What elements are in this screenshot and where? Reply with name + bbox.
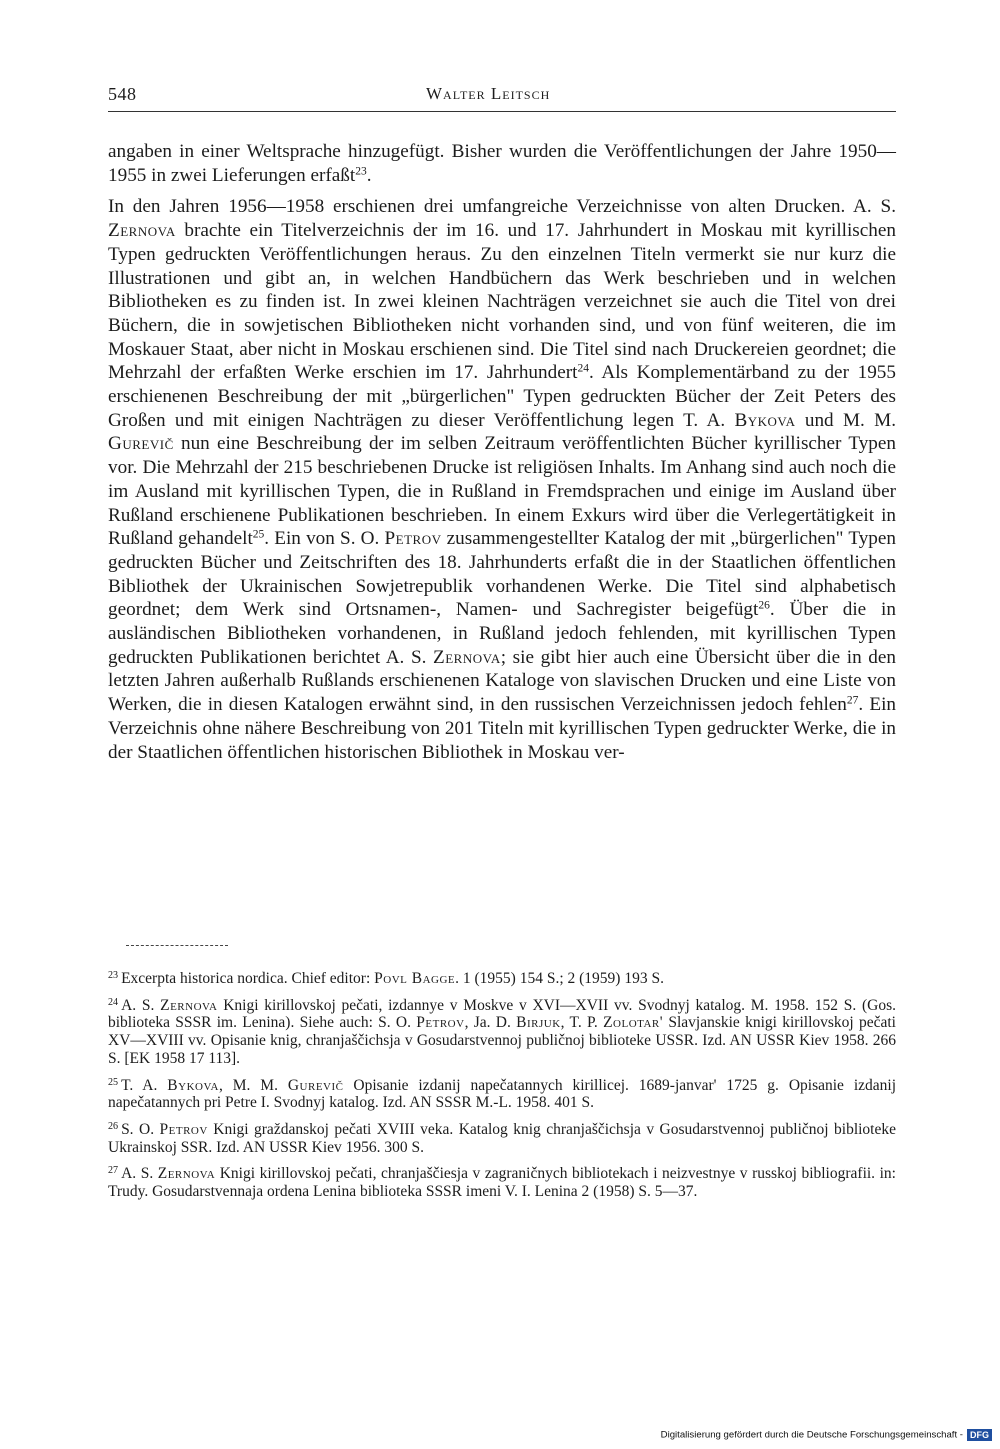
- author-name: Birjuk: [516, 1014, 561, 1032]
- text-span: und M. M.: [795, 409, 897, 431]
- text-span: T. A.: [121, 1076, 168, 1094]
- text-span: . Ein Verzeichnis ohne nähere Beschreibung von 201 Titeln mit kyrillischen Typen gedruckter Werke, die in der Staatlichen öffentlichen historischen Bibliothek in Moskau ver-: [108, 694, 896, 763]
- footnote-mark: 26: [108, 1121, 119, 1133]
- text-span: Slavjanskie knigi kirillovskoj pečati XV—XVIII vv. Opisanie knig, chranjaščichsja v Gosudarstvennoj publičnoj biblioteke USSR. Izd. AN USSR Kiev 1958. 266 S. [EK 1958 17 113].: [108, 1014, 896, 1067]
- text-span: brachte ein Titelverzeichnis der im 16. und 17. Jahrhundert in Moskau mit kyrillischen Typen gedruckten Veröffentlichungen heraus. Zu den einzelnen Titeln vermerkt sie nur kurz die Illustrationen und gibt an, in welchen Handbüchern das Werk beschrieben und in welchen Bibliotheken es zu finden ist. In zwei kleinen Nachträgen verzeichnet sie auch die Titel von drei Büchern, die in sowjetischen Bibliotheken nicht vorhanden sind, und von fünf weiteren, die im Moskauer Staat, aber nicht in Moskau erschienen sind. Die Titel sind nach Druckereien geordnet; die Mehrzahl der erfaßten Werke erschien im 17. Jahrhundert: [108, 220, 896, 384]
- dfg-logo-icon: DFG: [967, 1429, 992, 1441]
- page-header: [108, 84, 896, 112]
- text-span: , T. P.: [560, 1014, 604, 1032]
- text-span: In den Jahren 1956—1958 erschienen drei umfangreiche Verzeichnisse von alten Drucken. A. S.: [108, 196, 896, 218]
- footnote-mark: 23: [108, 970, 119, 981]
- author-name: Bykova: [167, 1076, 219, 1094]
- credit-text: Digitalisierung gefördert durch die Deutsche Forschungsgemeinschaft -: [660, 1429, 963, 1441]
- text-span: A. S.: [121, 1165, 158, 1183]
- footnote-27: [108, 1162, 896, 1200]
- footnote-mark: 27: [108, 1165, 119, 1177]
- author-name: Petrov: [416, 1014, 465, 1032]
- text-span: A. S.: [121, 996, 161, 1014]
- text-span: . Über die in ausländischen Bibliotheken vorhandenen, in Rußland jedoch fehlenden, mit kyrillischen Typen gedruckten Publikationen berichtet A. S.: [108, 599, 896, 668]
- text-span: S. O.: [121, 1121, 160, 1139]
- author-name: Petrov: [159, 1121, 208, 1139]
- footnote-25: [108, 1074, 896, 1112]
- author-name: Zernova: [160, 996, 218, 1014]
- running-head: Walter Leitsch: [426, 84, 551, 103]
- text-span: , Ja. D.: [464, 1014, 517, 1032]
- footnote-24: [108, 994, 896, 1068]
- footnote-23: [108, 967, 896, 988]
- text-span: ; sie gibt hier auch eine Übersicht über die in den letzten Jahren außerhalb Rußlands erschienenen Kataloge von slavischen Drucken und eine Liste von Werken, die in diesen Katalogen erwähnt sind, in den russischen Verzeichnissen jedoch fehlen: [108, 646, 896, 716]
- footnote-ref-23: 23: [355, 165, 367, 178]
- text-span: Knigi graždanskoj pečati XVIII veka. Katalog knig chranjaščichsja v Gosudarstvennoj publičnoj biblioteke Ukrainskoj SSR. Izd. AN USSR Kiev 1956. 300 S.: [108, 1121, 896, 1156]
- footnote-ref-27: 27: [846, 694, 859, 707]
- paragraph-1: [108, 140, 896, 187]
- author-name: Zernova: [108, 220, 176, 242]
- text-span: Knigi kirillovskoj pečati, chranjaščiesja v zagraničnych bibliotekach i neizvestnye v russkoj bibliografii. in: Trudy. Gosudarstvennaja ordena Lenina biblioteka SSSR imeni V. I. Lenina 2 (1958) S. 5—37.: [108, 1165, 896, 1201]
- author-name: Zernova: [433, 646, 501, 668]
- footnotes: [108, 967, 896, 1207]
- body-text: [108, 140, 896, 764]
- footnote-ref-26: 26: [758, 600, 770, 613]
- footnote-ref-25: 25: [252, 528, 265, 541]
- author-name: Zolotar': [603, 1014, 664, 1032]
- text-span: . Als Komplementärband zu der 1955 erschienenen Beschreibung der mit „bürgerlichen" Typen gedruckten Bücher der Zeit Peters des Großen und mit einigen Nachträgen zu dieser Veröffentlichung legen T. A.: [108, 362, 896, 431]
- author-name: Gurevič: [287, 1076, 344, 1094]
- footnote-mark: 25: [108, 1076, 119, 1088]
- text-span: . 1 (1955) 154 S.; 2 (1959) 193 S.: [455, 970, 664, 988]
- text-span: nun eine Beschreibung der im selben Zeitraum veröffentlichten Bücher kyrillischer Typen vor. Die Mehrzahl der 215 beschriebenen Drucke ist religiösen Inhalts. Im Anhang sind auch noch die im Ausland mit kyrillischen Typen, die in Rußland in Fremdsprachen und einige im Ausland über Rußland erschienene Publikationen beschrieben. In einem Exkurs wird über die Verlegertätigkeit in Rußland gehandelt: [108, 433, 896, 550]
- header-rule: [108, 111, 896, 112]
- paragraph-2: [108, 195, 896, 764]
- text-span: . Ein von S. O.: [264, 528, 385, 550]
- text-span: angaben in einer Weltsprache hinzugefügt. Bisher wurden die Veröffentlichungen der Jahre 1950—1955 in zwei Lieferungen erfaßt: [108, 141, 896, 186]
- text-span: , M. M.: [218, 1076, 288, 1094]
- digitization-credit: [612, 1429, 992, 1447]
- footnote-26: [108, 1118, 896, 1156]
- text-span: .: [366, 164, 372, 186]
- author-name: Petrov: [384, 528, 442, 550]
- author-name: Gurevič: [108, 433, 174, 455]
- author-name: Zernova: [157, 1165, 216, 1183]
- footnote-separator: [126, 945, 228, 946]
- footnote-ref-24: 24: [577, 363, 589, 375]
- text-span: Knigi kirillovskoj pečati, izdannye v Moskve v XVI—XVII vv. Svodnyj katalog. M. 1958. 152 S. (Gos. biblioteka SSSR im. Lenina). Siehe auch: S. O.: [108, 996, 896, 1032]
- page-number: 548: [108, 84, 137, 104]
- footnote-mark: 24: [108, 996, 119, 1008]
- author-name: Povl Bagge: [374, 970, 456, 988]
- text-span: Excerpta historica nordica. Chief editor:: [121, 970, 375, 988]
- text-span: Opisanie izdanij napečatannych kirillicej. 1689-janvar' 1725 g. Opisanie izdanij napečatannych pri Petre I. Svodnyj katalog. Izd. AN SSSR M.-L. 1958. 401 S.: [108, 1076, 897, 1112]
- author-name: Bykova: [734, 409, 796, 431]
- text-span: zusammengestellter Katalog der mit „bürgerlichen" Typen gedruckten Bücher und Zeitschriften des 18. Jahrhunderts erfaßt die in der Staatlichen öffentlichen Bibliothek der Ukrainischen Sowjetrepublik vorhandenen Werke. Die Titel sind alphabetisch geordnet; dem Werk sind Ortsnamen-, Namen- und Sachregister beigefügt: [108, 528, 896, 621]
